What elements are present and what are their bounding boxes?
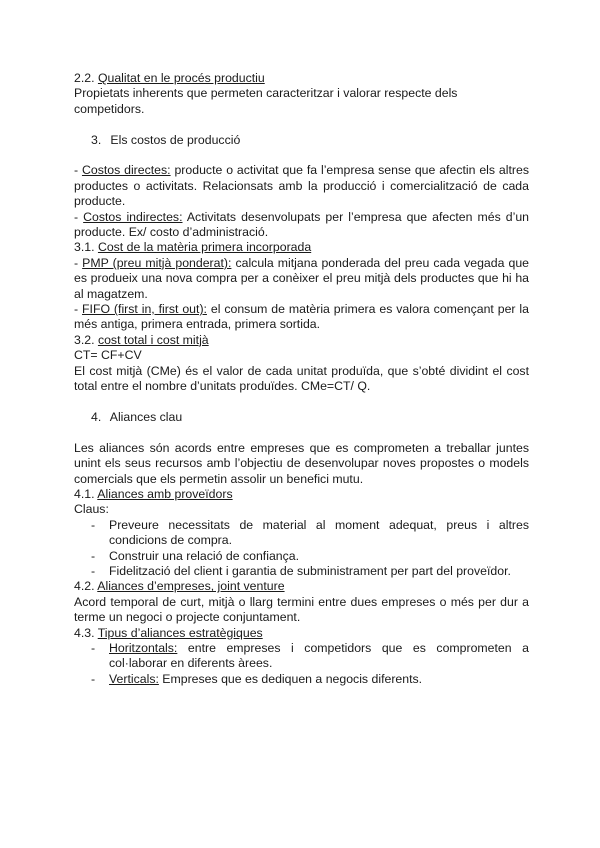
section-title: cost total i cost mitjà — [97, 332, 209, 347]
list-item — [74, 672, 529, 687]
section-3-1-heading — [74, 240, 529, 255]
list-item — [74, 641, 529, 672]
fifo-paragraph — [74, 302, 529, 333]
joint-venture-paragraph: Acord temporal de curt, mitjà o llarg termini entre dues empreses o més per dur a terme un negoci o projecte conjuntament. — [74, 594, 529, 625]
section-number: 4.1. — [74, 486, 95, 501]
definition: producte o activitat que fa l’empresa sense que afectin els altres productes o activitats. Relacionsats amb la producció i comercialització de cada producte. — [74, 163, 529, 209]
section-4-2-heading — [74, 579, 529, 594]
term: PMP (preu mitjà ponderat): — [82, 255, 232, 270]
section-number: 2.2. — [74, 71, 95, 85]
pmp-paragraph — [74, 256, 529, 302]
section-2-2-heading — [74, 71, 529, 86]
list-item-text: Fidelització del client i garantia de subministrament per part del proveïdor. — [109, 563, 511, 578]
list-item-text: Preveure necessitats de material al moment adequat, preus i altres condicions de compra. — [109, 517, 529, 548]
section-4-heading — [74, 410, 529, 425]
list-item-text: Construir una relació de confiança. — [109, 548, 300, 563]
heading-title: Els costos de producció — [110, 132, 241, 147]
section-title: Tipus d’aliances estratègiques — [97, 625, 263, 640]
cost-formula: CT= CF+CV — [74, 348, 142, 363]
definition: entre empreses i competidors que es comprometen a col·laborar en diferents àrees. — [109, 640, 529, 671]
dash-prefix: - — [74, 302, 83, 317]
dash-bullet: - — [91, 640, 96, 655]
costos-directes-paragraph — [74, 163, 529, 209]
heading-title: Aliances clau — [109, 409, 183, 424]
definition: el consum de matèria primera es valora començant per la més antiga, primera entrada, primera sortida. — [74, 302, 529, 332]
term: Costos directes: — [81, 163, 171, 178]
heading-number: 3. — [91, 132, 102, 147]
section-3-2-heading — [74, 333, 529, 348]
term: Verticals: — [109, 671, 159, 686]
document-page — [74, 71, 529, 687]
dash-bullet: - — [91, 671, 96, 686]
section-title: Aliances amb proveïdors — [97, 486, 233, 501]
term: Costos indirectes: — [83, 209, 183, 224]
section-number: 4.2. — [74, 579, 95, 594]
definition: Empreses que es dediquen a negocis diferents. — [158, 671, 423, 686]
section-number: 3.1. — [74, 240, 95, 255]
dash-prefix: - — [74, 163, 82, 178]
definition: calcula mitjana ponderada del preu cada vegada que es produeix una nova compra per a conèixer el preu mitjà dels productes que hi ha al magatzem. — [74, 255, 530, 301]
section-4-3-heading — [74, 626, 529, 641]
section-title: Aliances d’empreses, joint venture — [97, 579, 285, 594]
cost-mitja-paragraph: El cost mitjà (CMe) és el valor de cada unitat produïda, que s’obté dividint el cost total entre el nombre d’unitats produïdes. CMe=CT/ Q. — [74, 363, 529, 394]
heading-number: 4. — [91, 409, 102, 424]
section-title: Cost de la matèria primera incorporada — [97, 240, 312, 255]
term: Horitzontals: — [109, 640, 178, 655]
tipus-aliances-list — [74, 641, 529, 687]
costos-indirectes-paragraph — [74, 210, 529, 241]
section-title: Qualitat en le procés productiu — [97, 71, 265, 85]
claus-label: Claus: — [74, 502, 109, 517]
dash-bullet: - — [91, 517, 96, 532]
term: FIFO (first in, first out): — [82, 302, 207, 317]
dash-prefix: - — [74, 255, 83, 270]
section-number: 3.2. — [74, 332, 95, 347]
definition: Activitats desenvolupats per l’empresa que afecten més d’un producte. Ex/ costo d’administració. — [74, 209, 530, 240]
list-item — [74, 518, 529, 549]
dash-prefix: - — [74, 209, 84, 224]
section-2-2-body: Propietats inherents que permeten caracteritzar i valorar respecte dels competidors. — [74, 86, 458, 116]
section-3-heading — [74, 133, 529, 148]
section-4-1-heading — [74, 487, 529, 502]
dash-bullet: - — [91, 563, 96, 578]
list-item — [74, 564, 529, 579]
dash-bullet: - — [91, 548, 96, 563]
section-number: 4.3. — [74, 625, 95, 640]
list-item — [74, 549, 529, 564]
aliances-intro-paragraph: Les aliances són acords entre empreses que es comprometen a treballar juntes unint els seus recursos amb l’objectiu de desenvolupar noves propostes o models comercials que els permetin assolir un benefici mutu. — [74, 440, 529, 486]
claus-list — [74, 518, 529, 580]
